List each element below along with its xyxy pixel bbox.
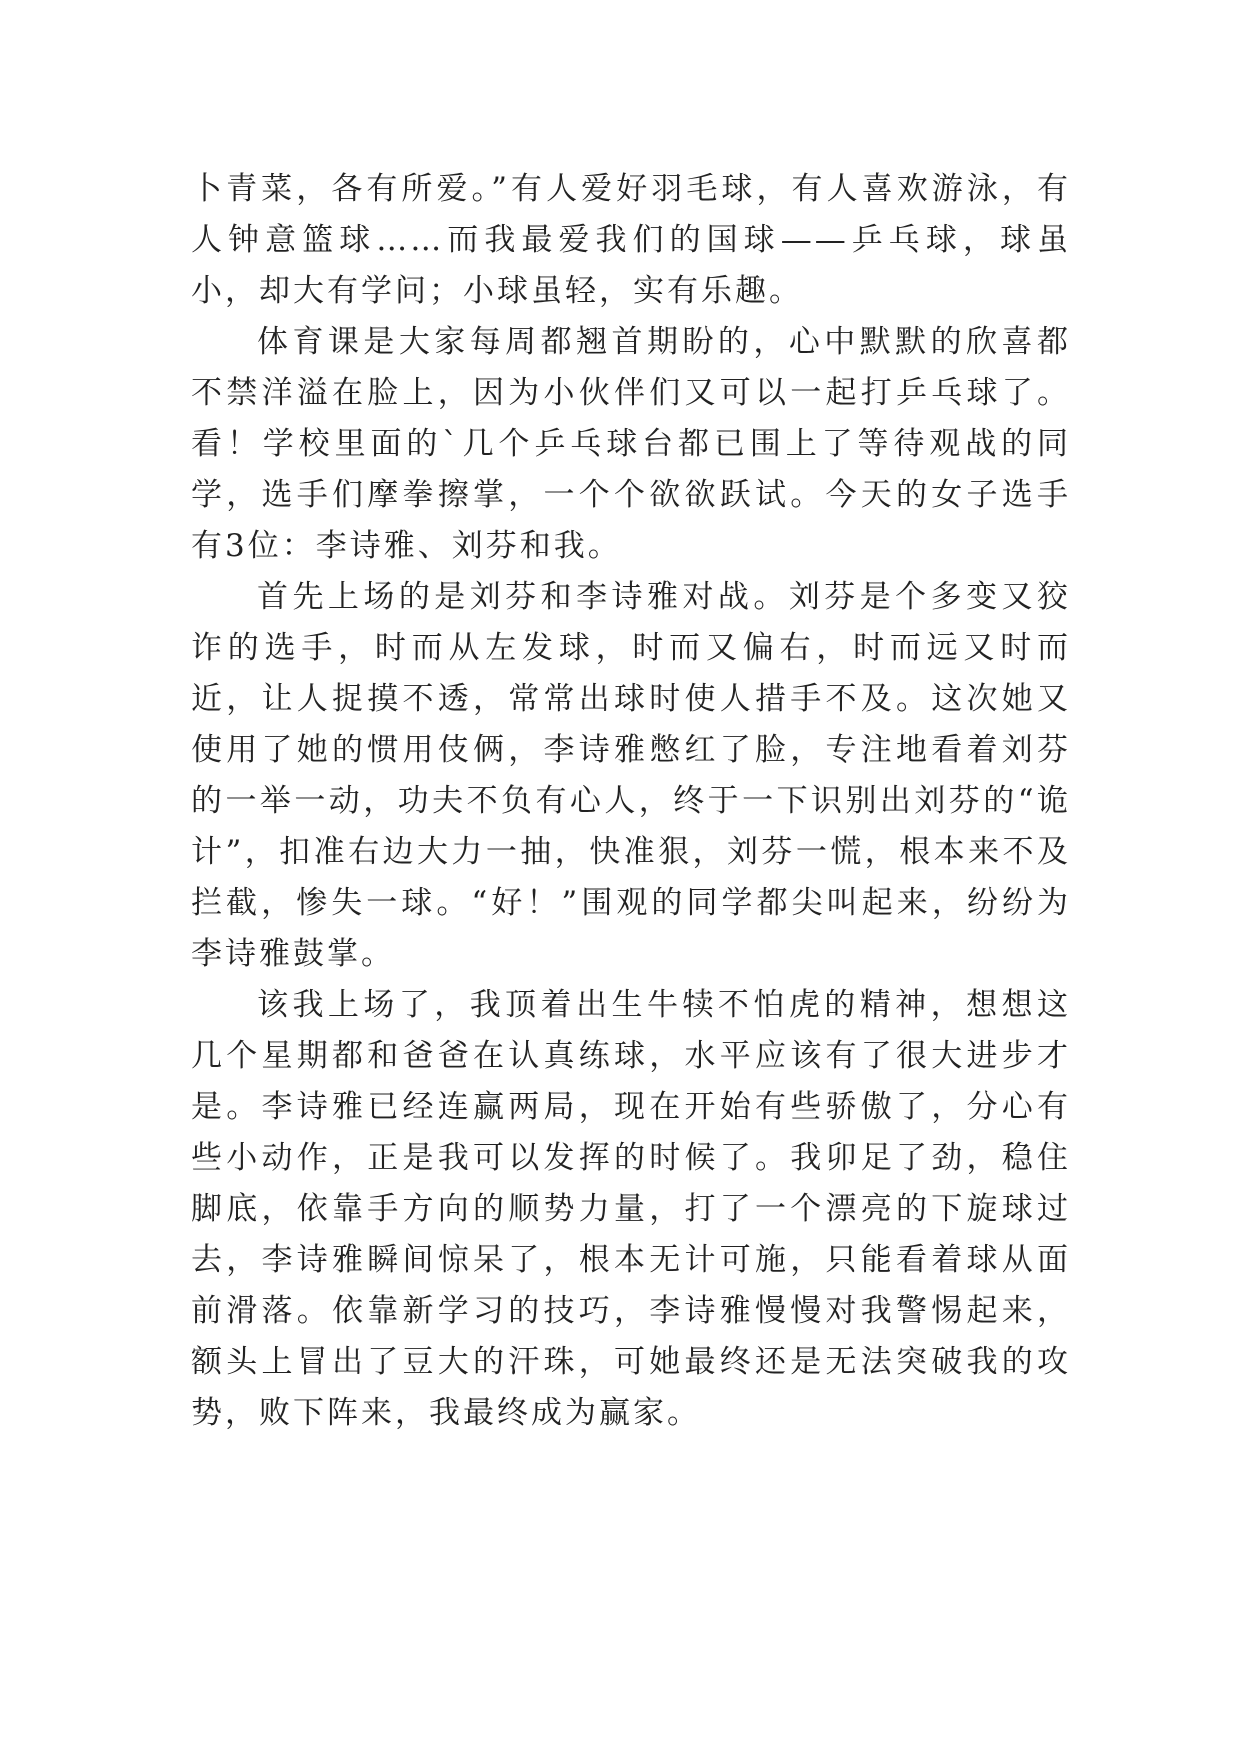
paragraph-3: 首先上场的是刘芬和李诗雅对战。刘芬是个多变又狡诈的选手，时而从左发球，时而又偏右，时而远又时而近，让人捉摸不透，常常出球时使人措手不及。这次她又使用了她的惯用伎俩，李诗雅憋红了脸，专注地看着刘芬的一举一动，功夫不负有心人，终于一下识别出刘芬的“诡计”，扣准右边大力一抽，快准狠，刘芬一慌，根本来不及拦截，惨失一球。“好！”围观的同学都尖叫起来，纷纷为李诗雅鼓掌。 [191,579,1071,972]
paragraph-4: 该我上场了，我顶着出生牛犊不怕虎的精神，想想这几个星期都和爸爸在认真练球，水平应该有了很大进步才是。李诗雅已经连赢两局，现在开始有些骄傲了，分心有些小动作，正是我可以发挥的时候了。我卯足了劲，稳住脚底，依靠手方向的顺势力量，打了一个漂亮的下旋球过去，李诗雅瞬间惊呆了，根本无计可施，只能看着球从面前滑落。依靠新学习的技巧，李诗雅慢慢对我警惕起来，额头上冒出了豆大的汗珠，可她最终还是无法突破我的攻势，败下阵来，我最终成为赢家。 [191,987,1071,1431]
document-body [191,164,1071,1439]
paragraph-2: 体育课是大家每周都翘首期盼的，心中默默的欣喜都不禁洋溢在脸上，因为小伙伴们又可以一起打乒乓球了。看！学校里面的`几个乒乓球台都已围上了等待观战的同学，选手们摩拳擦掌，一个个欲欲跃试。今天的女子选手有3位：李诗雅、刘芬和我。 [191,324,1071,564]
paragraph-1: 卜青菜，各有所爱。”有人爱好羽毛球，有人喜欢游泳，有人钟意篮球……而我最爱我们的国球——乒乓球，球虽小，却大有学问；小球虽轻，实有乐趣。 [191,171,1071,309]
